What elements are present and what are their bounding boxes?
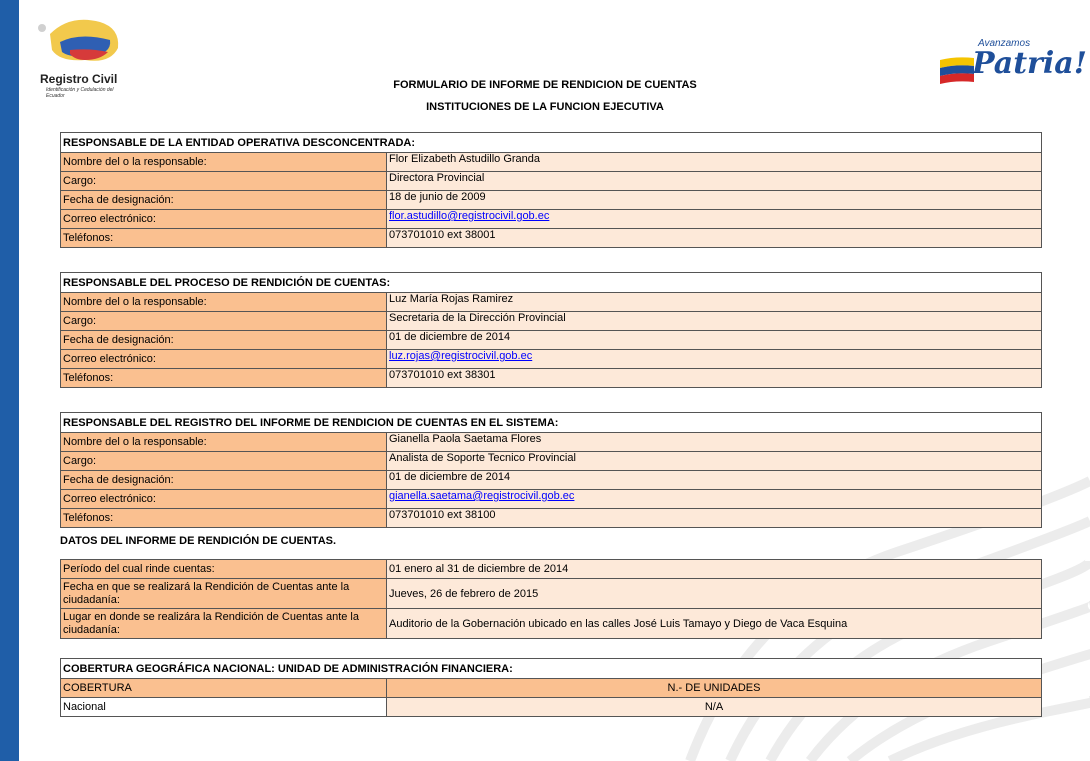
- label-fecha: Fecha de designación:: [61, 471, 387, 490]
- value-periodo: 01 enero al 31 de diciembre de 2014: [387, 560, 1042, 579]
- section-registro-sistema: [60, 412, 1042, 528]
- label-correo: Correo electrónico:: [61, 490, 387, 509]
- logo-left-sub: Identificación y Cedulación del Ecuador: [46, 87, 114, 99]
- value-lugar: Auditorio de la Gobernación ubicado en las calles José Luis Tamayo y Diego de Vaca Esquina: [387, 609, 1042, 639]
- label-fecha: Fecha de designación:: [61, 191, 387, 210]
- label-telefonos: Teléfonos:: [61, 369, 387, 388]
- label-cargo: Cargo:: [61, 172, 387, 191]
- label-cargo: Cargo:: [61, 452, 387, 471]
- row-nacional-value: N/A: [387, 698, 1042, 717]
- logo-right-name: Patria!: [972, 46, 1087, 81]
- label-telefonos: Teléfonos:: [61, 229, 387, 248]
- label-nombre: Nombre del o la responsable:: [61, 433, 387, 452]
- section-heading: RESPONSABLE DEL PROCESO DE RENDICIÓN DE CUENTAS:: [61, 273, 1042, 293]
- label-correo: Correo electrónico:: [61, 210, 387, 229]
- logo-right-tagline: Avanzamos: [978, 38, 1031, 49]
- form-title: FORMULARIO DE INFORME DE RENDICION DE CUENTAS: [393, 79, 697, 91]
- label-fecha: Fecha de designación:: [61, 331, 387, 350]
- label-periodo: Período del cual rinde cuentas:: [61, 560, 387, 579]
- value-telefonos: 073701010 ext 38100: [387, 509, 1042, 528]
- value-correo-cell: [387, 210, 1042, 229]
- label-correo: Correo electrónico:: [61, 350, 387, 369]
- datos-heading: DATOS DEL INFORME DE RENDICIÓN DE CUENTAS.: [60, 535, 337, 547]
- value-nombre: Flor Elizabeth Astudillo Granda: [387, 153, 1042, 172]
- section-heading: RESPONSABLE DE LA ENTIDAD OPERATIVA DESCONCENTRADA:: [61, 133, 1042, 153]
- label-fecha-rendicion: Fecha en que se realizará la Rendición de Cuentas ante la ciudadanía:: [61, 579, 387, 609]
- value-fecha: 01 de diciembre de 2014: [387, 471, 1042, 490]
- label-nombre: Nombre del o la responsable:: [61, 153, 387, 172]
- email-link[interactable]: luz.rojas@registrocivil.gob.ec: [389, 350, 533, 362]
- value-fecha-rendicion: Jueves, 26 de febrero de 2015: [387, 579, 1042, 609]
- value-cargo: Directora Provincial: [387, 172, 1042, 191]
- label-cargo: Cargo:: [61, 312, 387, 331]
- section-heading: COBERTURA GEOGRÁFICA NACIONAL: UNIDAD DE ADMINISTRACIÓN FINANCIERA:: [61, 659, 1042, 679]
- value-fecha: 18 de junio de 2009: [387, 191, 1042, 210]
- section-entidad-operativa: [60, 132, 1042, 248]
- value-telefonos: 073701010 ext 38001: [387, 229, 1042, 248]
- section-cobertura: [60, 658, 1042, 717]
- logo-left-name: Registro Civil: [40, 72, 118, 86]
- value-nombre: Gianella Paola Saetama Flores: [387, 433, 1042, 452]
- value-cargo: Secretaria de la Dirección Provincial: [387, 312, 1042, 331]
- email-link[interactable]: gianella.saetama@registrocivil.gob.ec: [389, 490, 575, 502]
- value-fecha: 01 de diciembre de 2014: [387, 331, 1042, 350]
- left-blue-bar: [0, 0, 19, 761]
- section-datos-informe: [60, 559, 1042, 639]
- email-link[interactable]: flor.astudillo@registrocivil.gob.ec: [389, 210, 550, 222]
- label-telefonos: Teléfonos:: [61, 509, 387, 528]
- value-nombre: Luz María Rojas Ramirez: [387, 293, 1042, 312]
- label-lugar: Lugar en donde se realizára la Rendición de Cuentas ante la ciudadanía:: [61, 609, 387, 639]
- ecuador-map-icon: [30, 14, 130, 74]
- section-heading: RESPONSABLE DEL REGISTRO DEL INFORME DE RENDICION DE CUENTAS EN EL SISTEMA:: [61, 413, 1042, 433]
- col-cobertura: COBERTURA: [61, 679, 387, 698]
- col-unidades: N.- DE UNIDADES: [387, 679, 1042, 698]
- form-subtitle: INSTITUCIONES DE LA FUNCION EJECUTIVA: [426, 101, 664, 113]
- value-correo-cell: [387, 350, 1042, 369]
- value-correo-cell: [387, 490, 1042, 509]
- label-nombre: Nombre del o la responsable:: [61, 293, 387, 312]
- section-proceso-rendicion: [60, 272, 1042, 388]
- row-nacional-label: Nacional: [61, 698, 387, 717]
- value-cargo: Analista de Soporte Tecnico Provincial: [387, 452, 1042, 471]
- value-telefonos: 073701010 ext 38301: [387, 369, 1042, 388]
